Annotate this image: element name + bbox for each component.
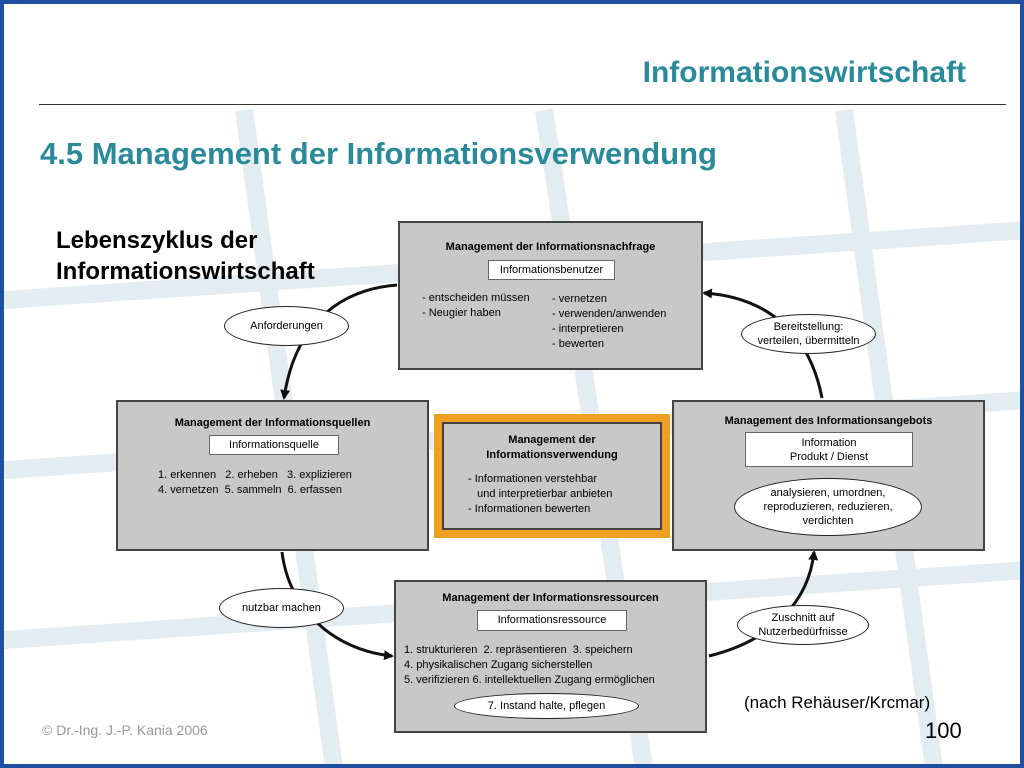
nutzbar-machen-oval: nutzbar machen xyxy=(219,588,344,628)
diagram-title-line1: Lebenszyklus der xyxy=(56,227,258,254)
angebot-tag xyxy=(745,432,913,467)
angebot-tag-line1: Information xyxy=(801,437,857,449)
verwendung-list: - Informationen verstehbar und interpretierbar anbieten - Informationen bewerten xyxy=(468,473,613,515)
ressourcen-steps: 1. strukturieren 2. repräsentieren 3. speichern 4. physikalischen Zugang sicherstellen 5. verifizieren 6. intellektuellen Zugang ermöglichen xyxy=(404,644,655,686)
bereitstellung-oval xyxy=(741,314,876,354)
quellen-tag: Informationsquelle xyxy=(209,435,339,455)
nachfrage-title: Management der Informationsnachfrage xyxy=(445,241,656,253)
zuschnitt-line1: Zuschnitt auf xyxy=(771,612,835,624)
quellen-title: Management der Informationsquellen xyxy=(174,417,371,429)
angebot-oval-line1: analysieren, umordnen, xyxy=(770,487,886,499)
angebot-title: Management des Informationsangebots xyxy=(724,415,933,427)
anforderungen-oval: Anforderungen xyxy=(224,306,349,346)
ressourcen-title: Management der Informationsressourcen xyxy=(442,592,659,604)
bereitstellung-line2: verteilen, übermitteln xyxy=(757,335,860,347)
header-title: Informationswirtschaft xyxy=(642,56,966,89)
zuschnitt-oval xyxy=(737,605,869,645)
bottom-frame-bar xyxy=(4,764,1024,768)
nachfrage-box xyxy=(398,221,703,370)
verwendung-box xyxy=(442,422,662,530)
quellen-steps: 1. erkennen 2. erheben 3. explizieren 4. vernetzen 5. sammeln 6. erfassen xyxy=(158,469,352,496)
zuschnitt-line2: Nutzerbedürfnisse xyxy=(758,626,848,638)
source-note: (nach Rehäuser/Krcmar) xyxy=(744,693,931,712)
footer-credit: © Dr.-Ing. J.-P. Kania 2006 xyxy=(42,722,208,738)
angebot-oval-line2: reproduzieren, reduzieren, xyxy=(763,501,893,513)
diagram-title-line2: Informationswirtschaft xyxy=(56,258,315,285)
page-number: 100 xyxy=(925,718,962,743)
nachfrage-right-list: - vernetzen - verwenden/anwenden - interpretieren - bewerten xyxy=(552,293,667,350)
verwendung-title-line2: Informationsverwendung xyxy=(486,449,618,461)
nachfrage-tag: Informationsbenutzer xyxy=(488,260,615,280)
angebot-tag-line2: Produkt / Dienst xyxy=(789,451,869,463)
ressourcen-tag: Informationsressource xyxy=(477,610,627,631)
quellen-box xyxy=(116,400,429,551)
bereitstellung-line1: Bereitstellung: xyxy=(773,321,844,333)
angebot-oval-line3: verdichten xyxy=(802,515,854,527)
verwendung-title-line1: Management der xyxy=(508,434,596,446)
slide-title: 4.5 Management der Informationsverwendung xyxy=(40,136,717,171)
nachfrage-left-list: - entscheiden müssen - Neugier haben xyxy=(422,292,530,319)
ressourcen-maintenance-oval: 7. Instand halte, pflegen xyxy=(454,693,639,719)
angebot-process-oval xyxy=(734,478,922,536)
